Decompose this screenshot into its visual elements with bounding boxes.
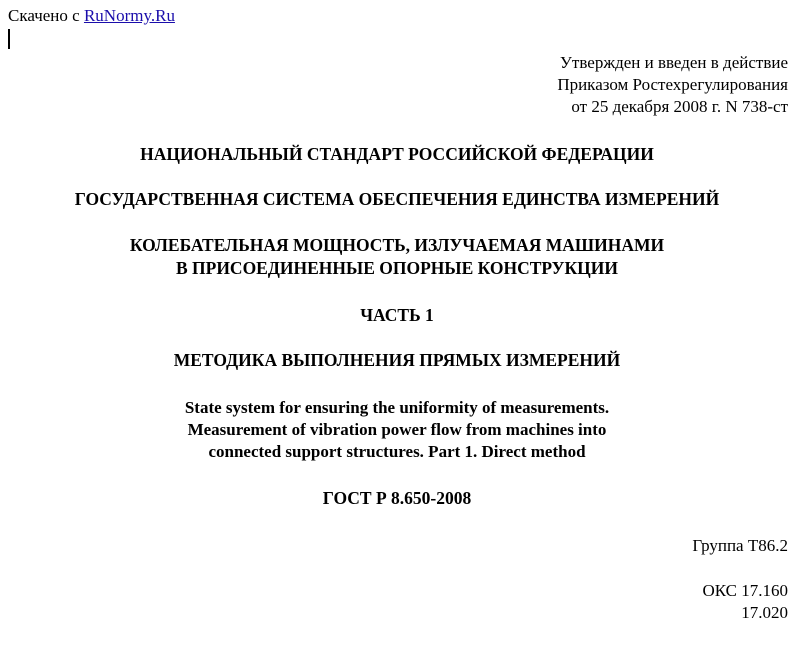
approval-line: Утвержден и введен в действие <box>559 53 788 72</box>
english-title <box>0 397 794 463</box>
runormy-link[interactable]: RuNormy.Ru <box>83 6 175 25</box>
oks-code-line: 17.020 <box>741 603 788 622</box>
approval-line: от 25 декабря 2008 г. N 738-ст <box>571 97 788 116</box>
subject-heading <box>0 234 794 280</box>
classification-group: Группа Т86.2 <box>692 536 788 555</box>
english-title-line: connected support structures. Part 1. Direct method <box>208 442 586 461</box>
english-title-line: State system for ensuring the uniformity of measurements. <box>184 398 610 417</box>
subject-heading-line: КОЛЕБАТЕЛЬНАЯ МОЩНОСТЬ, ИЗЛУЧАЕМАЯ МАШИНАМИ <box>129 235 665 255</box>
english-title-line: Measurement of vibration power flow from machines into <box>187 420 607 439</box>
method-heading: МЕТОДИКА ВЫПОЛНЕНИЯ ПРЯМЫХ ИЗМЕРЕНИЙ <box>173 350 621 370</box>
standard-designation: ГОСТ Р 8.650-2008 <box>322 488 472 508</box>
national-standard-heading: НАЦИОНАЛЬНЫЙ СТАНДАРТ РОССИЙСКОЙ ФЕДЕРАЦИИ <box>140 144 654 164</box>
text-cursor <box>8 29 10 49</box>
download-source-line <box>8 6 175 26</box>
subject-heading-line: В ПРИСОЕДИНЕННЫЕ ОПОРНЫЕ КОНСТРУКЦИИ <box>175 258 619 278</box>
system-heading: ГОСУДАРСТВЕННАЯ СИСТЕМА ОБЕСПЕЧЕНИЯ ЕДИНСТВА ИЗМЕРЕНИЙ <box>74 189 720 209</box>
download-source-prefix: Скачено с <box>8 6 84 25</box>
approval-line: Приказом Ростехрегулирования <box>557 75 788 94</box>
oks-codes <box>702 580 788 624</box>
oks-code-line: ОКС 17.160 <box>702 581 788 600</box>
part-heading: ЧАСТЬ 1 <box>360 305 434 325</box>
approval-block <box>557 52 788 118</box>
